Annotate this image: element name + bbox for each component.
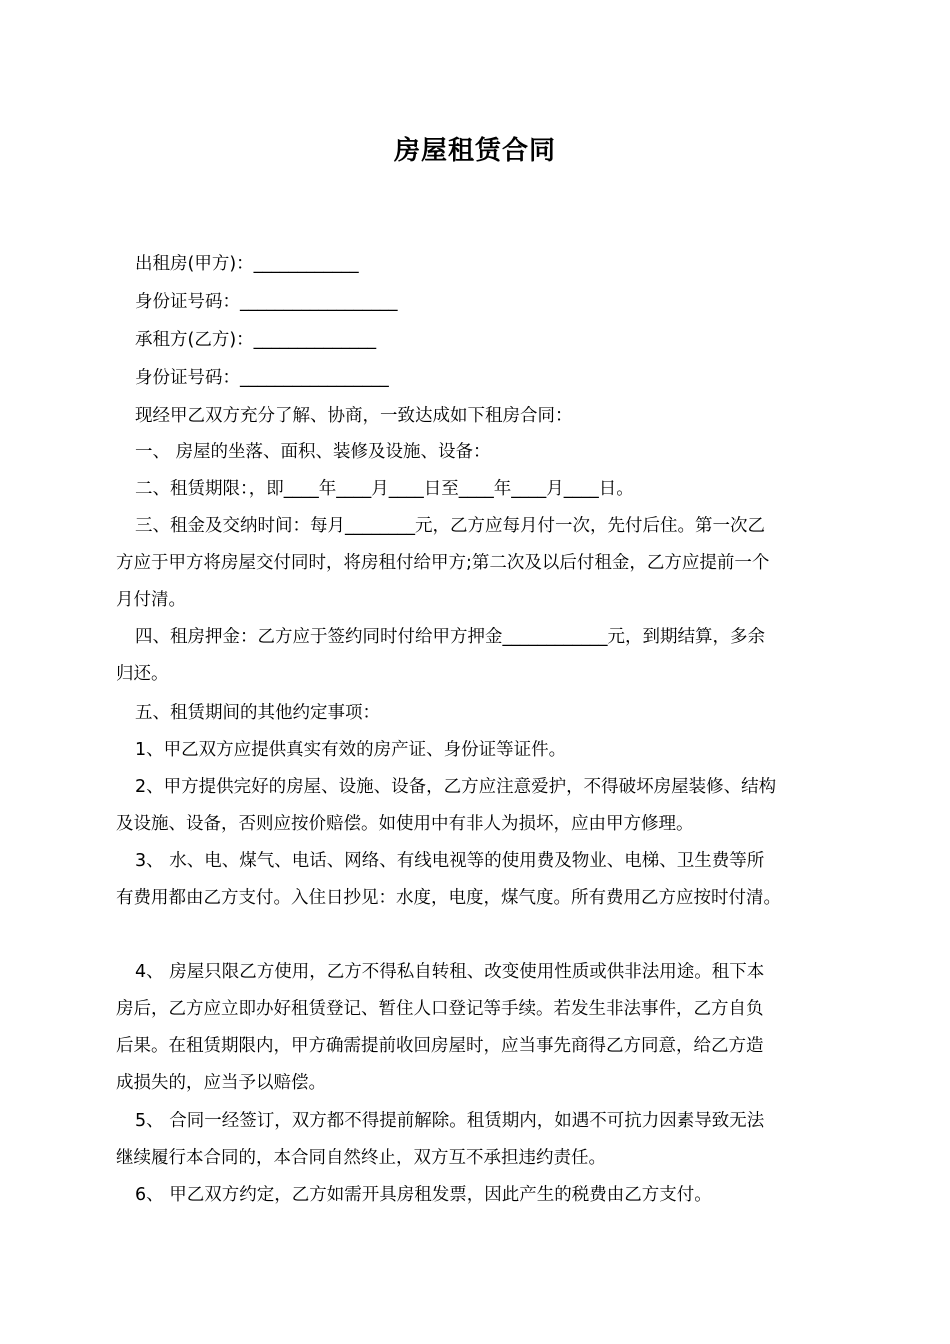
clause-5-line: 五、租赁期间的其他约定事项： [135, 703, 380, 723]
item-6-line: 6、 甲乙双方约定，乙方如需开具房租发票，因此产生的税费由乙方支付。 [135, 1185, 712, 1205]
item-3-line-2: 有费用都由乙方支付。入住日抄见：水度，电度，煤气度。所有费用乙方应按时付清。 [116, 888, 781, 908]
item-2-line-2: 及设施、设备，否则应按价赔偿。如使用中有非人为损坏，应由甲方修理。 [116, 814, 694, 834]
clause-3-line-1: 三、租金及交纳时间：每月________元，乙方应每月付一次，先付后住。第一次乙 [135, 516, 765, 536]
item-4-line-3: 后果。在租赁期限内，甲方确需提前收回房屋时，应当事先商得乙方同意，给乙方造 [116, 1036, 764, 1056]
item-5-line-1: 5、 合同一经签订，双方都不得提前解除。租赁期内，如遇不可抗力因素导致无法 [135, 1111, 765, 1131]
item-3-line-1: 3、 水、电、煤气、电话、网络、有线电视等的使用费及物业、电梯、卫生费等所 [135, 851, 765, 871]
clause-3-line-3: 月付清。 [116, 590, 186, 610]
preamble-line: 现经甲乙双方充分了解、协商，一致达成如下租房合同： [135, 406, 573, 426]
clause-4-line-2: 归还。 [116, 664, 169, 684]
item-1-line: 1、甲乙双方应提供真实有效的房产证、身份证等证件。 [135, 740, 567, 760]
item-4-line-4: 成损失的，应当予以赔偿。 [116, 1073, 326, 1093]
item-4-line-2: 房后，乙方应立即办好租赁登记、暂住人口登记等手续。若发生非法事件，乙方自负 [116, 999, 764, 1019]
clause-4-line-1: 四、租房押金：乙方应于签约同时付给甲方押金____________元，到期结算，多余 [135, 627, 765, 647]
lessor-line: 出租房(甲方)：____________ [135, 254, 359, 274]
clause-3-line-2: 方应于甲方将房屋交付同时，将房租付给甲方;第二次及以后付租金，乙方应提前一个 [116, 553, 770, 573]
lessee-id-line: 身份证号码：_________________ [135, 368, 389, 388]
document-title: 房屋租赁合同 [393, 136, 556, 166]
lessee-line: 承租方(乙方)：______________ [135, 330, 377, 350]
clause-2-line: 二、租赁期限：，即____年____月____日至____年____月____日。 [135, 479, 634, 499]
lessor-id-line: 身份证号码：__________________ [135, 292, 398, 312]
item-2-line-1: 2、甲方提供完好的房屋、设施、设备，乙方应注意爱护，不得破坏房屋装修、结构 [135, 777, 777, 797]
clause-1-line: 一、 房屋的坐落、面积、装修及设施、设备： [135, 442, 491, 462]
item-5-line-2: 继续履行本合同的，本合同自然终止，双方互不承担违约责任。 [116, 1148, 606, 1168]
item-4-line-1: 4、 房屋只限乙方使用，乙方不得私自转租、改变使用性质或供非法用途。租下本 [135, 962, 765, 982]
